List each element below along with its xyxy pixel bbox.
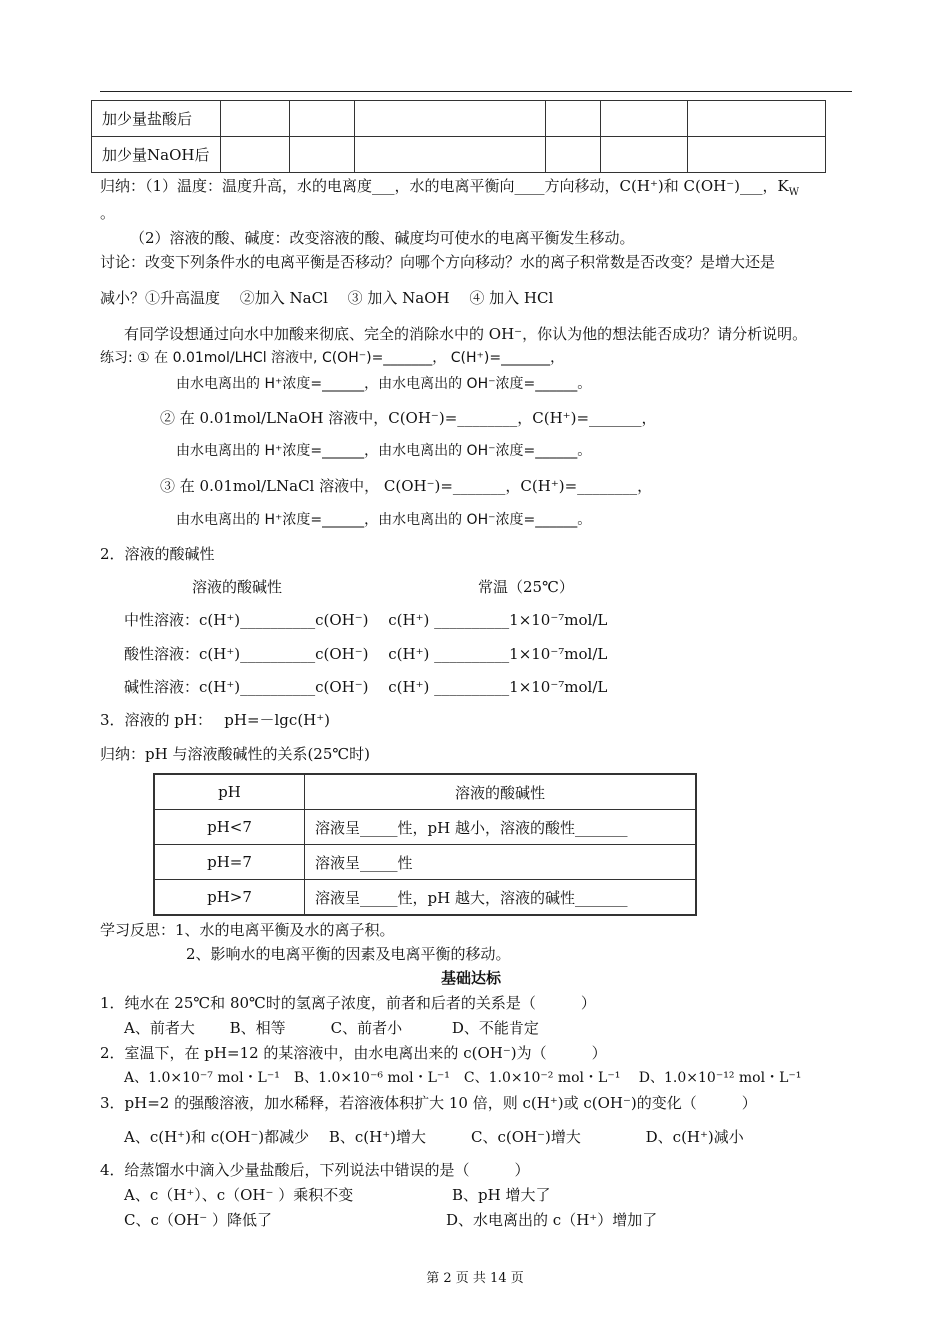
question-4-option-b: B、pH 增大了 — [452, 1186, 551, 1204]
table-cell — [290, 101, 355, 137]
exercise-1-water: 由水电离出的 H⁺浓度=______，由水电离出的 OH⁻浓度=______。 — [176, 376, 592, 392]
question-4-option-c: C、c（OH⁻ ）降低了 — [124, 1211, 272, 1229]
table-cell — [546, 101, 601, 137]
question-1-options: A、前者大 B、相等 C、前者小 D、不能肯定 — [124, 1019, 539, 1037]
acid-removal-question: 有同学设想通过向水中加酸来彻底、完全的消除水中的 OH⁻，你认为他的想法能否成功？请分析说明。 — [124, 325, 808, 343]
question-3: 3．pH=2 的强酸溶液，加水稀释，若溶液体积扩大 10 倍，则 c(H⁺)或 c(OH⁻)的变化（ ） — [100, 1094, 757, 1112]
question-4-option-d: D、水电离出的 c（H⁺）增加了 — [446, 1211, 658, 1229]
section-heading: 基础达标 — [441, 969, 502, 987]
exercise-1: 练习: ① 在 0.01mol/LHCl 溶液中, C(OH⁻)=_______， C(H⁺)=_______， — [100, 350, 565, 366]
question-2-options: A、1.0×10⁻⁷ mol・L⁻¹ B、1.0×10⁻⁶ mol・L⁻¹ C、1.0×10⁻² mol・L⁻¹ D、1.0×10⁻¹² mol・L⁻¹ — [124, 1070, 802, 1086]
table-cell — [688, 137, 826, 173]
table-row — [92, 101, 826, 137]
question-4-option-a: A、c（H⁺）、c（OH⁻ ）乘积不变 — [124, 1186, 354, 1204]
exercise-2: ② 在 0.01mol/LNaOH 溶液中，C(OH⁻)=________，C(H⁺)=_______， — [160, 409, 657, 427]
table-cell — [221, 101, 290, 137]
acidity-column-header: 溶液的酸碱性 — [192, 578, 283, 596]
row-label: 加少量NaOH后 — [92, 137, 221, 173]
ph-cell: pH=7 — [154, 845, 305, 880]
discussion-options: 减小？①升高温度 ②加入 NaCl ③ 加入 NaOH ④ 加入 HCl — [100, 289, 554, 307]
summary-temperature-end: 。 — [100, 204, 116, 222]
reflection-1: 学习反思：1、水的电离平衡及水的离子积。 — [100, 921, 395, 939]
table-row — [154, 810, 696, 845]
row-label: 加少量盐酸后 — [92, 101, 221, 137]
summary-acidity: （2）溶液的酸、碱度：改变溶液的酸、碱度均可使水的电离平衡发生移动。 — [130, 229, 635, 247]
ph-acidity-table — [153, 773, 697, 916]
exercise-3-water: 由水电离出的 H⁺浓度=______，由水电离出的 OH⁻浓度=______。 — [176, 512, 592, 528]
section-3-title: 3．溶液的 pH： pH=－lgc(H⁺) — [100, 711, 331, 729]
ph-summary-title: 归纳：pH 与溶液酸碱性的关系(25℃时) — [100, 745, 371, 763]
table-cell — [546, 137, 601, 173]
question-4: 4．给蒸馏水中滴入少量盐酸后，下列说法中错误的是（ ） — [100, 1161, 530, 1179]
acidic-solution-line: 酸性溶液：c(H⁺)__________c(OH⁻) c(H⁺) __________1×10⁻⁷mol/L — [124, 645, 608, 663]
exercise-3: ③ 在 0.01mol/LNaCl 溶液中， C(OH⁻)=_______，C(H⁺)=________， — [160, 477, 653, 495]
section-2-title: 2．溶液的酸碱性 — [100, 545, 215, 563]
question-3-options: A、c(H⁺)和 c(OH⁻)都减少 B、c(H⁺)增大 C、c(OH⁻)增大 D、c(H⁺)减小 — [124, 1128, 744, 1146]
question-1: 1．纯水在 25℃和 80℃时的氢离子浓度，前者和后者的关系是（ ） — [100, 994, 596, 1012]
table-cell — [601, 137, 688, 173]
ionization-table-continued — [91, 100, 826, 173]
table-cell — [601, 101, 688, 137]
ph-cell: pH<7 — [154, 810, 305, 845]
acidity-cell: 溶液呈_____性，pH 越大，溶液的碱性_______ — [305, 880, 697, 916]
header-rule — [100, 91, 852, 92]
table-row — [92, 137, 826, 173]
column-header: pH — [154, 774, 305, 810]
discussion-question: 讨论：改变下列条件水的电离平衡是否移动？向哪个方向移动？水的离子积常数是否改变？是增大还是 — [100, 253, 776, 271]
question-2: 2．室温下，在 pH=12 的某溶液中，由水电离出来的 c(OH⁻)为（ ） — [100, 1044, 607, 1062]
summary-temperature: 归纳：（1）温度：温度升高，水的电离度___，水的电离平衡向____方向移动，C(H⁺)和 C(OH⁻)___，$K_W$ — [100, 177, 799, 198]
exercise-2-water: 由水电离出的 H⁺浓度=______，由水电离出的 OH⁻浓度=______。 — [176, 443, 592, 459]
table-header-row — [154, 774, 696, 810]
basic-solution-line: 碱性溶液：c(H⁺)__________c(OH⁻) c(H⁺) __________1×10⁻⁷mol/L — [124, 678, 608, 696]
acidity-cell: 溶液呈_____性 — [305, 845, 697, 880]
reflection-2: 2、影响水的电离平衡的因素及电离平衡的移动。 — [186, 945, 511, 963]
page-number: 第 2 页 共 14 页 — [426, 1271, 524, 1286]
acidity-cell: 溶液呈_____性，pH 越小，溶液的酸性_______ — [305, 810, 697, 845]
table-cell — [688, 101, 826, 137]
neutral-solution-line: 中性溶液：c(H⁺)__________c(OH⁻) c(H⁺) __________1×10⁻⁷mol/L — [124, 611, 608, 629]
ph-cell: pH>7 — [154, 880, 305, 916]
table-row — [154, 845, 696, 880]
table-cell — [221, 137, 290, 173]
table-row — [154, 880, 696, 916]
room-temp-column-header: 常温（25℃） — [478, 578, 574, 596]
table-cell — [355, 101, 546, 137]
column-header: 溶液的酸碱性 — [305, 774, 697, 810]
table-cell — [290, 137, 355, 173]
table-cell — [355, 137, 546, 173]
